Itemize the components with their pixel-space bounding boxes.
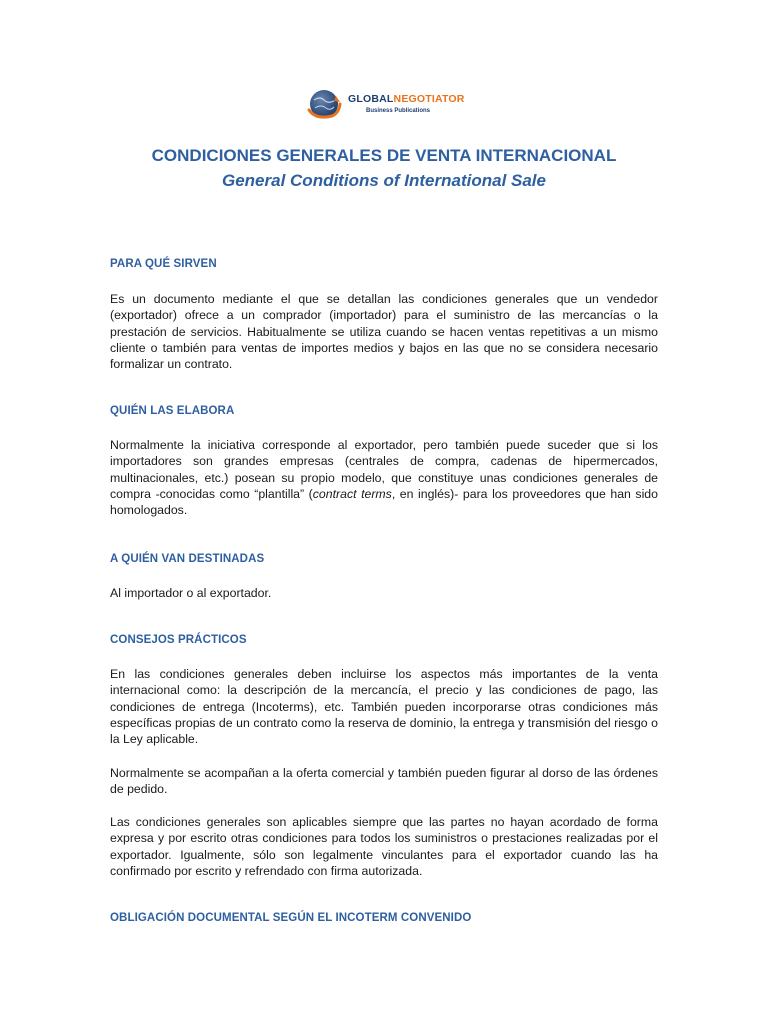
section-paragraph: Normalmente se acompañan a la oferta comercial y también pueden figurar al dorso de las órdenes de pedido. — [110, 766, 658, 797]
section-paragraph: Al importador o al exportador. — [110, 586, 272, 600]
document-title-spanish: CONDICIONES GENERALES DE VENTA INTERNACIONAL — [151, 146, 617, 165]
document-title-english: General Conditions of International Sale — [222, 171, 546, 190]
section-paragraph: En las condiciones generales deben incluirse los aspectos más importantes de la venta internacional como: la descripción de la mercancía, el precio y las condiciones de pago, las condiciones de entrega (Incoterms), etc. También pueden incorporarse otras condiciones más específicas propias de un contrato como la reserva de dominio, la entrega y transmisión del riesgo o la Ley aplicable. — [110, 667, 658, 747]
section-heading-consejos-practicos: CONSEJOS PRÁCTICOS — [110, 634, 247, 646]
globe-logo-icon — [306, 86, 342, 122]
section-heading-quien-las-elabora: QUIÉN LAS ELABORA — [110, 405, 235, 417]
logo-name-part2: NEGOTIATOR — [393, 93, 465, 106]
section-paragraph: Es un documento mediante el que se detallan las condiciones generales que un vendedor (exportador) ofrece a un comprador (importador) para el suministro de las mercancías o la prestación de servicios. Habitualmente se utiliza cuando se hacen ventas repetitivas a un mismo cliente o también para ventas de importes medios y bajos en las que no se considera necesario formalizar un contrato. — [110, 292, 658, 372]
section-heading-obligacion-documental: OBLIGACIÓN DOCUMENTAL SEGÚN EL INCOTERM CONVENIDO — [110, 912, 472, 924]
logo-tagline: Business Publications — [366, 107, 431, 114]
logo-name-part1: GLOBAL — [348, 93, 394, 106]
section-paragraph: Las condiciones generales son aplicables siempre que las partes no hayan acordado de forma expresa y por escrito otras condiciones para todos los suministros o prestaciones realizadas por el exportador. Igualmente, sólo son legalmente vinculantes para el exportador cuando las ha confirmado por escrito y refrendado con firma autorizada. — [110, 815, 658, 878]
section-paragraph: Normalmente la iniciativa corresponde al exportador, pero también puede suceder que si los importadores son grandes empresas (centrales de compra, cadenas de hipermercados, multinacionales, etc.) posean su propio modelo, que constituye unas condiciones generales de compra -conocidas como “plantilla” (contract terms, en inglés)- para los proveedores que han sido homologados. — [110, 438, 658, 518]
global-negotiator-logo — [306, 84, 466, 124]
section-heading-a-quien-van-destinadas: A QUIÉN VAN DESTINADAS — [110, 553, 265, 565]
section-heading-para-que-sirven: PARA QUÉ SIRVEN — [110, 258, 217, 270]
